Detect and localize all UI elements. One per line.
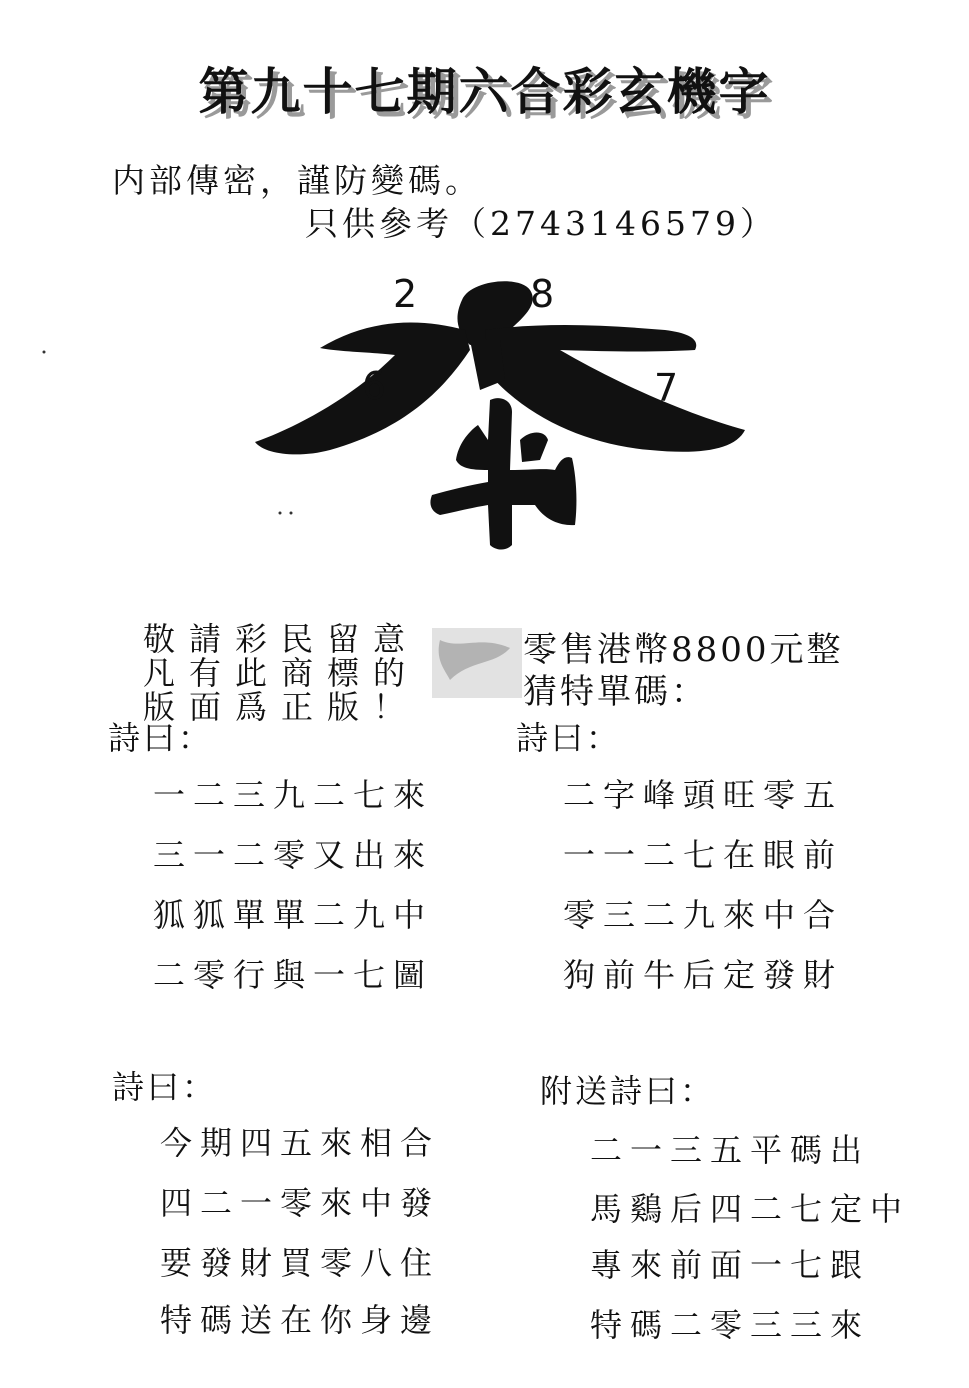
poem-label: 詩曰： xyxy=(108,719,214,757)
poem-line: 四二一零來中發 xyxy=(160,1184,441,1222)
page-title: 第九十七期六合彩玄機字 xyxy=(198,62,771,121)
poem-line: 特碼二零三三來 xyxy=(590,1306,871,1344)
notice-line: 敬請彩民留意 xyxy=(143,620,420,658)
poem-line: 狗前牛后定發財 xyxy=(563,956,844,994)
poem-line: 三一二零又出來 xyxy=(153,836,434,874)
poem-line: 一二三九二七來 xyxy=(153,776,434,814)
poem-line: 二字峰頭旺零五 xyxy=(563,776,844,814)
riddle-number-1: 2 xyxy=(393,272,418,316)
riddle-number-2: 8 xyxy=(530,272,555,316)
sale-guess: 猜特單碼： xyxy=(523,672,708,712)
intro-warning: 内部傳密，謹防變碼。 xyxy=(112,161,482,200)
sale-price: 零售港幣8800元整 xyxy=(523,630,844,670)
riddle-number-4: 7 xyxy=(654,366,679,410)
poem-line: 零三二九來中合 xyxy=(563,896,844,934)
poem-line: 今期四五來相合 xyxy=(160,1124,441,1162)
poem-line: 要發財買零八住 xyxy=(160,1244,441,1282)
poem-label: 詩曰： xyxy=(112,1068,218,1106)
poem-label: 詩曰： xyxy=(516,719,622,757)
poem-line: 專來前面一七跟 xyxy=(590,1246,871,1284)
notice-line: 凡有此商標的 xyxy=(143,654,420,692)
poem-line: 二一三五平碼出 xyxy=(590,1131,871,1169)
poem-line: 二零行與一七圖 xyxy=(153,956,434,994)
poem-label: 附送詩曰： xyxy=(540,1072,716,1110)
poem-line: 狐狐單單二九中 xyxy=(153,896,434,934)
poem-line: 一一二七在眼前 xyxy=(563,836,844,874)
notice-line: 版面爲正版！ xyxy=(143,688,420,726)
riddle-number-3: 6 xyxy=(362,364,387,408)
intro-reference: 只供參考（2743146579） xyxy=(305,204,777,243)
notice-block xyxy=(143,622,419,724)
poem-line: 特碼送在你身邊 xyxy=(160,1301,441,1339)
poem-line: 馬鷄后四二七定中 xyxy=(590,1190,911,1228)
